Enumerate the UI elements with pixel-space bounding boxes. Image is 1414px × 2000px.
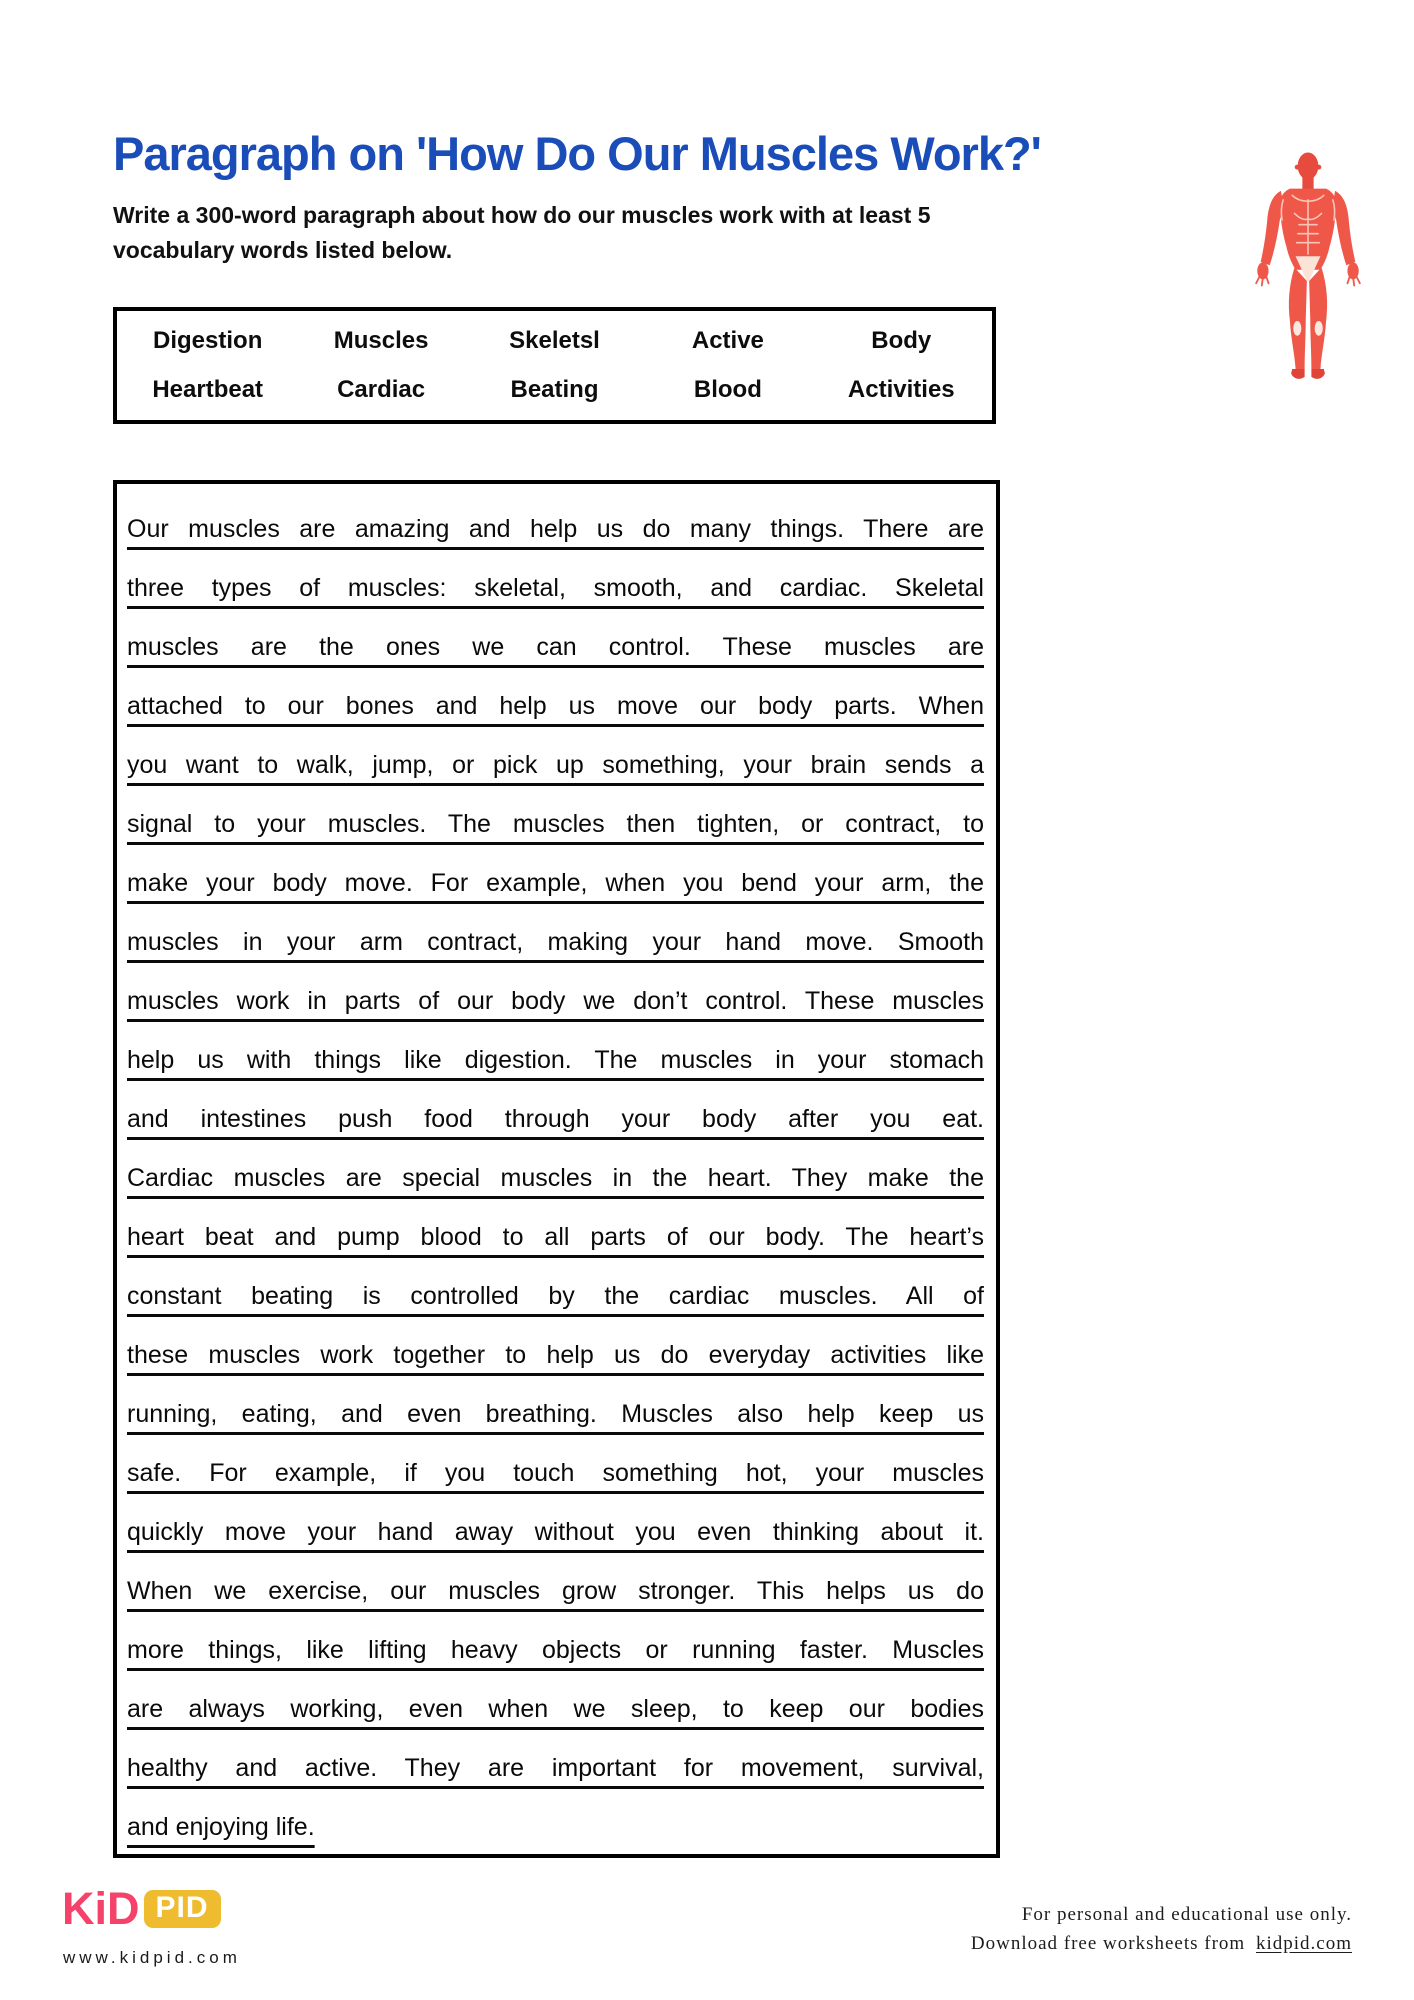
paragraph-line: help us with things like digestion. The muscles in your stomach bbox=[127, 1046, 984, 1074]
paragraph-box bbox=[113, 480, 1000, 1858]
vocab-word: Skeletsl bbox=[509, 327, 600, 355]
paragraph-line: attached to our bones and help us move our body parts. When bbox=[127, 692, 984, 720]
paragraph-line: Our muscles are amazing and help us do many things. There are bbox=[127, 515, 984, 543]
paragraph-line: and enjoying life. bbox=[127, 1813, 315, 1841]
vocab-word: Muscles bbox=[333, 327, 429, 355]
paragraph-line: muscles work in parts of our body we don’t control. These muscles bbox=[127, 987, 984, 1015]
paragraph-line: you want to walk, jump, or pick up something, your brain sends a bbox=[127, 751, 984, 779]
muscle-body-illustration-icon bbox=[1246, 150, 1370, 385]
vocab-word: Heartbeat bbox=[152, 375, 264, 403]
paragraph-line: muscles are the ones we can control. These muscles are bbox=[127, 633, 984, 661]
paragraph-lines bbox=[127, 500, 984, 1857]
kidpid-logo-kid-text: KiD bbox=[62, 1883, 140, 1934]
usage-line-2 bbox=[971, 1929, 1352, 1958]
paragraph-line: and intestines push food through your body after you eat. bbox=[127, 1105, 984, 1133]
paragraph-line: When we exercise, our muscles grow stronger. This helps us do bbox=[127, 1577, 984, 1605]
usage-notice bbox=[971, 1900, 1352, 1959]
instruction-line-1: Write a 300-word paragraph about how do our muscles work with at least 5 bbox=[113, 202, 931, 228]
paragraph-line: Cardiac muscles are special muscles in the heart. They make the bbox=[127, 1164, 984, 1192]
paragraph-line: quickly move your hand away without you even thinking about it. bbox=[127, 1518, 984, 1546]
vocab-word: Digestion bbox=[153, 327, 263, 355]
kidpid-logo-pid-badge: PID bbox=[144, 1890, 221, 1928]
paragraph-line: are always working, even when we sleep, to keep our bodies bbox=[127, 1695, 984, 1723]
usage-line-2-text: Download free worksheets from bbox=[970, 1933, 1246, 1955]
paragraph-line: healthy and active. They are important for movement, survival, bbox=[127, 1754, 984, 1782]
instruction-text bbox=[113, 198, 931, 267]
paragraph-line: three types of muscles: skeletal, smooth, and cardiac. Skeletal bbox=[127, 574, 984, 602]
vocab-word: Blood bbox=[693, 375, 762, 403]
kidpid-logo bbox=[62, 1883, 221, 1934]
paragraph-line: more things, like lifting heavy objects or running faster. Muscles bbox=[127, 1636, 984, 1664]
paragraph-line: signal to your muscles. The muscles then tighten, or contract, to bbox=[127, 810, 984, 838]
vocab-word: Active bbox=[691, 327, 764, 355]
paragraph-line: heart beat and pump blood to all parts of our body. The heart’s bbox=[127, 1223, 984, 1251]
vocab-word: Activities bbox=[847, 375, 955, 403]
page-title: Paragraph on 'How Do Our Muscles Work?' bbox=[113, 127, 1041, 180]
vocab-word: Body bbox=[871, 327, 932, 355]
vocabulary-box bbox=[113, 307, 996, 424]
vocab-word: Cardiac bbox=[337, 375, 426, 403]
paragraph-line: running, eating, and even breathing. Muscles also help keep us bbox=[127, 1400, 984, 1428]
paragraph-line: muscles in your arm contract, making your hand move. Smooth bbox=[127, 928, 984, 956]
paragraph-line: make your body move. For example, when you bend your arm, the bbox=[127, 869, 984, 897]
vocab-word: Beating bbox=[510, 375, 599, 403]
paragraph-line: constant beating is controlled by the cardiac muscles. All of bbox=[127, 1282, 984, 1310]
paragraph-line: safe. For example, if you touch something hot, your muscles bbox=[127, 1459, 984, 1487]
paragraph-line: these muscles work together to help us do everyday activities like bbox=[127, 1341, 984, 1369]
website-url: www.kidpid.com bbox=[63, 1948, 241, 1967]
instruction-line-2: vocabulary words listed below. bbox=[113, 236, 453, 263]
kidpid-link[interactable]: kidpid.com bbox=[1255, 1933, 1352, 1955]
usage-line-1: For personal and educational use only. bbox=[1021, 1904, 1352, 1925]
